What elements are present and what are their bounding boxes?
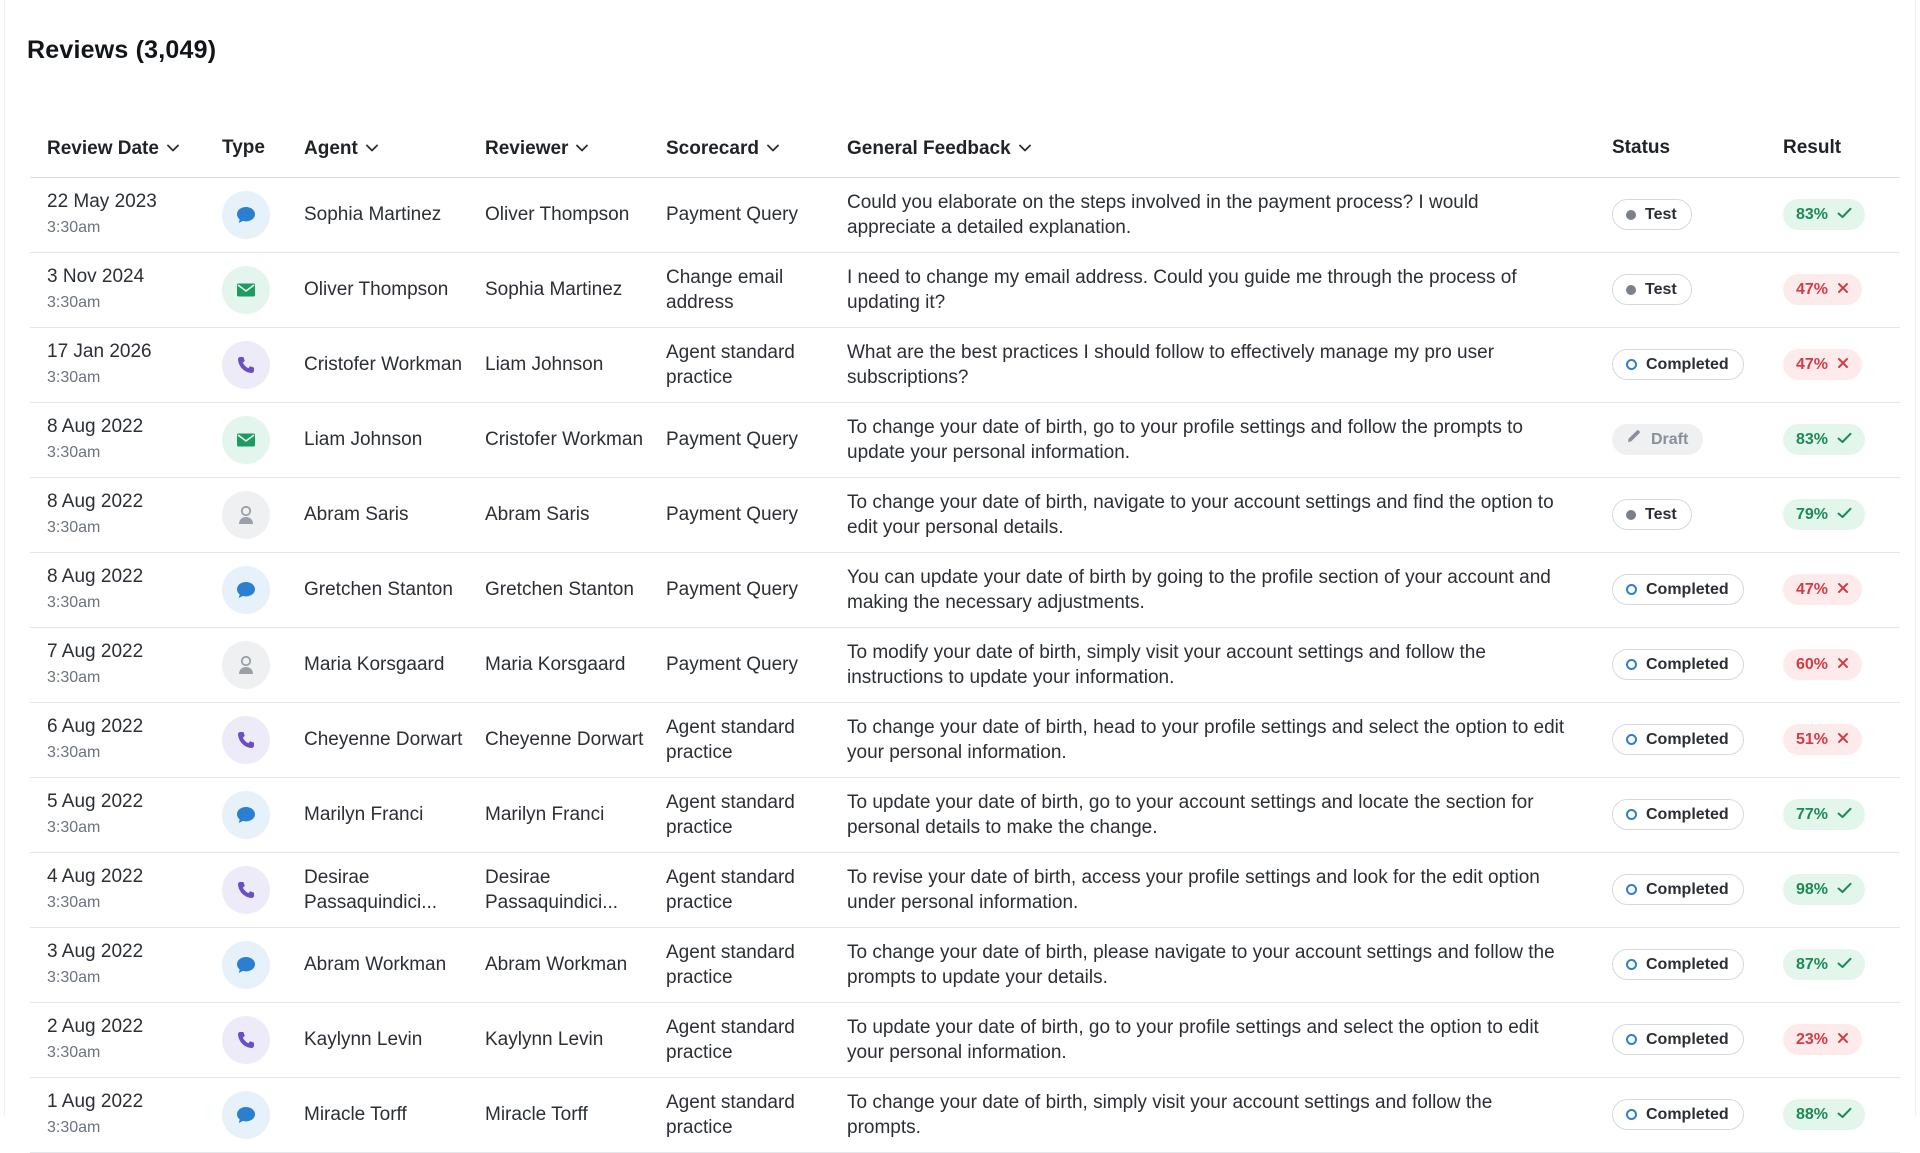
status-label: Test (1645, 206, 1677, 223)
check-icon (1837, 802, 1852, 827)
cell-result (1766, 927, 1900, 1002)
cell-result (1766, 702, 1900, 777)
status-badge (1612, 649, 1744, 680)
cell-review-date (30, 327, 205, 402)
agent-text: Miracle Torff (304, 1104, 407, 1125)
result-score: 47% (1796, 581, 1829, 598)
cell-status (1595, 177, 1766, 252)
cell-scorecard (649, 852, 830, 927)
cell-type (205, 327, 287, 402)
table-row[interactable] (30, 177, 1900, 252)
status-ring-icon (1626, 584, 1637, 595)
status-label: Completed (1646, 1106, 1729, 1123)
cell-general-feedback (830, 777, 1595, 852)
status-badge (1612, 574, 1744, 605)
result-badge (1783, 424, 1865, 455)
general-feedback-text: To change your date of birth, go to your profile settings and follow the prompts to update your personal information. (847, 416, 1523, 463)
cell-general-feedback (830, 177, 1595, 252)
user-icon (222, 641, 270, 689)
cell-reviewer (468, 402, 649, 477)
general-feedback-text: To update your date of birth, go to your account settings and locate the section for personal details to make the change. (847, 791, 1534, 838)
cell-result (1766, 327, 1900, 402)
cell-scorecard (649, 927, 830, 1002)
check-icon (1837, 502, 1852, 527)
general-feedback-text: Could you elaborate on the steps involved in the payment process? I would appreciate a detailed explanation. (847, 191, 1479, 238)
result-score: 47% (1796, 356, 1829, 373)
cell-general-feedback (830, 477, 1595, 552)
result-badge (1783, 799, 1865, 830)
cell-scorecard (649, 177, 830, 252)
cell-general-feedback (830, 702, 1595, 777)
result-score: 88% (1796, 1106, 1829, 1123)
result-badge (1783, 874, 1865, 905)
result-badge (1783, 1024, 1862, 1055)
cell-type (205, 477, 287, 552)
cell-status (1595, 1002, 1766, 1077)
cell-status (1595, 627, 1766, 702)
cell-review-date (30, 177, 205, 252)
cell-review-date (30, 552, 205, 627)
cell-reviewer (468, 852, 649, 927)
agent-text: Cristofer Workman (304, 354, 463, 375)
column-header-scorecard[interactable]: Scorecard (649, 120, 830, 177)
cell-agent (287, 327, 468, 402)
result-badge (1783, 574, 1862, 605)
table-body (30, 177, 1900, 1152)
check-icon (1837, 877, 1852, 902)
cell-status (1595, 252, 1766, 327)
cell-type (205, 852, 287, 927)
status-ring-icon (1626, 809, 1637, 820)
status-dot-icon (1626, 210, 1636, 220)
cell-status (1595, 852, 1766, 927)
general-feedback-text: To change your date of birth, navigate to your account settings and find the option to edit your personal details. (847, 491, 1554, 538)
reviewer-text: Miracle Torff (485, 1104, 588, 1125)
cell-review-date (30, 702, 205, 777)
check-icon (1837, 952, 1852, 977)
cross-icon (1837, 577, 1849, 602)
check-icon (1837, 427, 1852, 452)
agent-text: Kaylynn Levin (304, 1029, 423, 1050)
status-label: Completed (1646, 806, 1729, 823)
reviewer-text: Desirae Passaquindici... (485, 866, 619, 913)
pencil-icon (1626, 427, 1642, 452)
chat-icon (222, 566, 270, 614)
review-date: 1 Aug 2022 (47, 1091, 144, 1112)
status-label: Completed (1646, 1031, 1729, 1048)
result-score: 77% (1796, 806, 1829, 823)
status-label: Completed (1646, 656, 1729, 673)
cell-agent (287, 252, 468, 327)
cell-general-feedback (830, 1002, 1595, 1077)
table-row[interactable] (30, 627, 1900, 702)
status-badge (1612, 799, 1744, 830)
cell-status (1595, 477, 1766, 552)
result-score: 23% (1796, 1031, 1829, 1048)
cell-result (1766, 627, 1900, 702)
chevron-down-icon (767, 136, 779, 158)
status-badge (1612, 499, 1692, 530)
phone-icon (222, 341, 270, 389)
agent-text: Maria Korsgaard (304, 654, 445, 675)
status-label: Completed (1646, 581, 1729, 598)
table-row[interactable] (30, 777, 1900, 852)
cell-review-date (30, 927, 205, 1002)
result-badge (1783, 649, 1862, 680)
chat-icon (222, 941, 270, 989)
agent-text: Marilyn Franci (304, 804, 424, 825)
cell-reviewer (468, 777, 649, 852)
review-time: 3:30am (47, 669, 101, 686)
cell-review-date (30, 1002, 205, 1077)
review-date: 8 Aug 2022 (47, 416, 144, 437)
status-label: Test (1645, 281, 1677, 298)
phone-icon (222, 866, 270, 914)
review-date: 3 Nov 2024 (47, 266, 145, 287)
cell-status (1595, 327, 1766, 402)
reviewer-text: Maria Korsgaard (485, 654, 626, 675)
cell-result (1766, 402, 1900, 477)
cell-agent (287, 1002, 468, 1077)
cell-agent (287, 177, 468, 252)
scorecard-text: Payment Query (666, 579, 798, 600)
phone-icon (222, 1016, 270, 1064)
general-feedback-text: What are the best practices I should follow to effectively manage my pro user subscriptions? (847, 341, 1495, 388)
review-date: 7 Aug 2022 (47, 641, 144, 662)
review-time: 3:30am (47, 894, 101, 911)
table-row[interactable] (30, 702, 1900, 777)
review-date: 17 Jan 2026 (47, 341, 152, 362)
result-score: 79% (1796, 506, 1829, 523)
cell-type (205, 177, 287, 252)
table-row[interactable] (30, 252, 1900, 327)
status-ring-icon (1626, 659, 1637, 670)
cell-review-date (30, 252, 205, 327)
status-label: Completed (1646, 956, 1729, 973)
reviewer-text: Sophia Martinez (485, 279, 623, 300)
cell-type (205, 627, 287, 702)
cell-review-date (30, 777, 205, 852)
general-feedback-text: To revise your date of birth, access your profile settings and look for the edit option under personal information. (847, 866, 1540, 913)
cell-result (1766, 1002, 1900, 1077)
review-time: 3:30am (47, 369, 101, 386)
cell-scorecard (649, 252, 830, 327)
table-row[interactable] (30, 927, 1900, 1002)
chevron-down-icon (576, 136, 588, 158)
status-label: Completed (1646, 356, 1729, 373)
cell-type (205, 1002, 287, 1077)
result-badge (1783, 724, 1862, 755)
cell-scorecard (649, 327, 830, 402)
result-score: 83% (1796, 206, 1829, 223)
review-time: 3:30am (47, 819, 101, 836)
cell-scorecard (649, 777, 830, 852)
result-badge (1783, 349, 1862, 380)
column-header-type: Type (205, 120, 287, 177)
scorecard-text: Change email address (666, 266, 784, 313)
cell-reviewer (468, 477, 649, 552)
review-date: 2 Aug 2022 (47, 1016, 144, 1037)
general-feedback-text: To change your date of birth, head to your profile settings and select the option to edit your personal information. (847, 716, 1565, 763)
cell-general-feedback (830, 927, 1595, 1002)
cell-result (1766, 552, 1900, 627)
status-badge (1612, 1024, 1744, 1055)
cell-result (1766, 852, 1900, 927)
review-date: 8 Aug 2022 (47, 566, 144, 587)
review-date: 22 May 2023 (47, 191, 157, 212)
table-row[interactable] (30, 327, 1900, 402)
status-label: Completed (1646, 881, 1729, 898)
cell-general-feedback (830, 252, 1595, 327)
scorecard-text: Agent standard practice (666, 1091, 795, 1138)
status-ring-icon (1626, 734, 1637, 745)
cell-reviewer (468, 177, 649, 252)
scorecard-text: Agent standard practice (666, 866, 795, 913)
cell-agent (287, 552, 468, 627)
table-row[interactable] (30, 477, 1900, 552)
review-time: 3:30am (47, 294, 101, 311)
chat-icon (222, 791, 270, 839)
status-badge (1612, 424, 1703, 455)
cross-icon (1837, 277, 1849, 302)
status-badge (1612, 874, 1744, 905)
cell-type (205, 702, 287, 777)
agent-text: Gretchen Stanton (304, 579, 453, 600)
cell-result (1766, 477, 1900, 552)
result-badge (1783, 274, 1862, 305)
general-feedback-text: To change your date of birth, please navigate to your account settings and follow the prompts to update your details. (847, 941, 1555, 988)
general-feedback-text: You can update your date of birth by going to the profile section of your account and making the necessary adjustments. (847, 566, 1551, 613)
general-feedback-text: To modify your date of birth, simply visit your account settings and follow the instructions to update your information. (847, 641, 1486, 688)
cell-general-feedback (830, 627, 1595, 702)
cell-reviewer (468, 702, 649, 777)
review-time: 3:30am (47, 1119, 101, 1136)
cell-type (205, 552, 287, 627)
chevron-down-icon (366, 136, 378, 158)
result-score: 60% (1796, 656, 1829, 673)
cell-scorecard (649, 627, 830, 702)
status-ring-icon (1626, 884, 1637, 895)
status-badge (1612, 274, 1692, 305)
column-header-general-feedback[interactable]: General Feedback (830, 120, 1595, 177)
agent-text: Desirae Passaquindici... (304, 866, 438, 913)
cell-type (205, 927, 287, 1002)
review-time: 3:30am (47, 219, 101, 236)
cell-review-date (30, 627, 205, 702)
status-badge (1612, 349, 1744, 380)
table-row[interactable] (30, 1002, 1900, 1077)
scorecard-text: Agent standard practice (666, 341, 795, 388)
cross-icon (1837, 352, 1849, 377)
chevron-down-icon (1019, 136, 1031, 158)
agent-text: Abram Workman (304, 954, 447, 975)
cross-icon (1837, 1027, 1849, 1052)
cell-status (1595, 702, 1766, 777)
scorecard-text: Payment Query (666, 429, 798, 450)
column-header-status: Status (1595, 120, 1766, 177)
agent-text: Sophia Martinez (304, 204, 442, 225)
cell-result (1766, 777, 1900, 852)
email-icon (222, 266, 270, 314)
cell-general-feedback (830, 402, 1595, 477)
agent-text: Liam Johnson (304, 429, 423, 450)
cell-result (1766, 177, 1900, 252)
cell-agent (287, 477, 468, 552)
status-ring-icon (1626, 359, 1637, 370)
cell-type (205, 402, 287, 477)
table-row[interactable] (30, 852, 1900, 927)
reviewer-text: Abram Workman (485, 954, 628, 975)
cell-scorecard (649, 702, 830, 777)
table-row[interactable] (30, 552, 1900, 627)
cell-type (205, 252, 287, 327)
cell-type (205, 777, 287, 852)
result-score: 98% (1796, 881, 1829, 898)
review-time: 3:30am (47, 744, 101, 761)
table-header-row (30, 120, 1900, 177)
user-icon (222, 491, 270, 539)
email-icon (222, 416, 270, 464)
review-date: 4 Aug 2022 (47, 866, 144, 887)
phone-icon (222, 716, 270, 764)
scorecard-text: Payment Query (666, 204, 798, 225)
reviewer-text: Gretchen Stanton (485, 579, 634, 600)
cell-status (1595, 777, 1766, 852)
cell-reviewer (468, 252, 649, 327)
cell-reviewer (468, 627, 649, 702)
agent-text: Oliver Thompson (304, 279, 449, 300)
reviewer-text: Abram Saris (485, 504, 590, 525)
cell-review-date (30, 852, 205, 927)
status-label: Draft (1651, 431, 1689, 448)
reviewer-text: Kaylynn Levin (485, 1029, 604, 1050)
column-header-result: Result (1766, 120, 1900, 177)
cell-reviewer (468, 927, 649, 1002)
general-feedback-text: I need to change my email address. Could you guide me through the process of updating it? (847, 266, 1517, 313)
status-badge (1612, 949, 1744, 980)
reviewer-text: Cheyenne Dorwart (485, 729, 644, 750)
status-badge (1612, 724, 1744, 755)
status-dot-icon (1626, 285, 1636, 295)
reviewer-text: Marilyn Franci (485, 804, 605, 825)
cell-scorecard (649, 402, 830, 477)
cell-scorecard (649, 552, 830, 627)
status-ring-icon (1626, 959, 1637, 970)
cell-general-feedback (830, 852, 1595, 927)
cell-general-feedback (830, 552, 1595, 627)
cell-agent (287, 777, 468, 852)
cell-agent (287, 927, 468, 1002)
result-score: 47% (1796, 281, 1829, 298)
reviewer-text: Cristofer Workman (485, 429, 644, 450)
cell-reviewer (468, 552, 649, 627)
result-score: 83% (1796, 431, 1829, 448)
cell-review-date (30, 477, 205, 552)
review-time: 3:30am (47, 969, 101, 986)
column-header-agent[interactable]: Agent (287, 120, 468, 177)
review-date: 6 Aug 2022 (47, 716, 144, 737)
chat-icon (222, 191, 270, 239)
chevron-down-icon (167, 136, 179, 158)
cell-scorecard (649, 1002, 830, 1077)
cell-scorecard (649, 477, 830, 552)
general-feedback-text: To update your date of birth, go to your profile settings and select the option to edit your personal information. (847, 1016, 1539, 1063)
scorecard-text: Payment Query (666, 654, 798, 675)
column-header-reviewer[interactable]: Reviewer (468, 120, 649, 177)
column-header-review-date[interactable]: Review Date (30, 120, 205, 177)
status-ring-icon (1626, 1034, 1637, 1045)
result-score: 51% (1796, 731, 1829, 748)
status-dot-icon (1626, 510, 1636, 520)
review-date: 3 Aug 2022 (47, 941, 144, 962)
scorecard-text: Agent standard practice (666, 941, 795, 988)
general-feedback-text: To change your date of birth, simply visit your account settings and follow the prompts. (847, 1091, 1493, 1138)
cell-status (1595, 402, 1766, 477)
scorecard-text: Agent standard practice (666, 716, 795, 763)
scorecard-text: Agent standard practice (666, 791, 795, 838)
cross-icon (1837, 652, 1849, 677)
page-title: Reviews (3,049) (27, 36, 217, 64)
status-label: Test (1645, 506, 1677, 523)
cell-status (1595, 927, 1766, 1002)
cell-result (1766, 252, 1900, 327)
cell-general-feedback (830, 327, 1595, 402)
check-icon (1837, 202, 1852, 227)
review-time: 3:30am (47, 519, 101, 536)
cell-review-date (30, 402, 205, 477)
reviews-panel (4, 0, 1916, 1138)
cell-status (1595, 552, 1766, 627)
scorecard-text: Payment Query (666, 504, 798, 525)
result-score: 87% (1796, 956, 1829, 973)
result-badge (1783, 499, 1865, 530)
reviews-table (30, 120, 1900, 1153)
review-date: 8 Aug 2022 (47, 491, 144, 512)
status-label: Completed (1646, 731, 1729, 748)
scorecard-text: Agent standard practice (666, 1016, 795, 1063)
review-time: 3:30am (47, 594, 101, 611)
cell-agent (287, 627, 468, 702)
cell-agent (287, 852, 468, 927)
review-time: 3:30am (47, 1044, 101, 1061)
cross-icon (1837, 727, 1849, 752)
result-badge (1783, 949, 1865, 980)
cell-agent (287, 702, 468, 777)
reviewer-text: Liam Johnson (485, 354, 604, 375)
cell-reviewer (468, 327, 649, 402)
reviewer-text: Oliver Thompson (485, 204, 630, 225)
cell-agent (287, 402, 468, 477)
agent-text: Cheyenne Dorwart (304, 729, 463, 750)
result-badge (1783, 199, 1865, 230)
table-row[interactable] (30, 402, 1900, 477)
status-badge (1612, 199, 1692, 230)
cell-reviewer (468, 1002, 649, 1077)
agent-text: Abram Saris (304, 504, 409, 525)
review-date: 5 Aug 2022 (47, 791, 144, 812)
review-time: 3:30am (47, 444, 101, 461)
